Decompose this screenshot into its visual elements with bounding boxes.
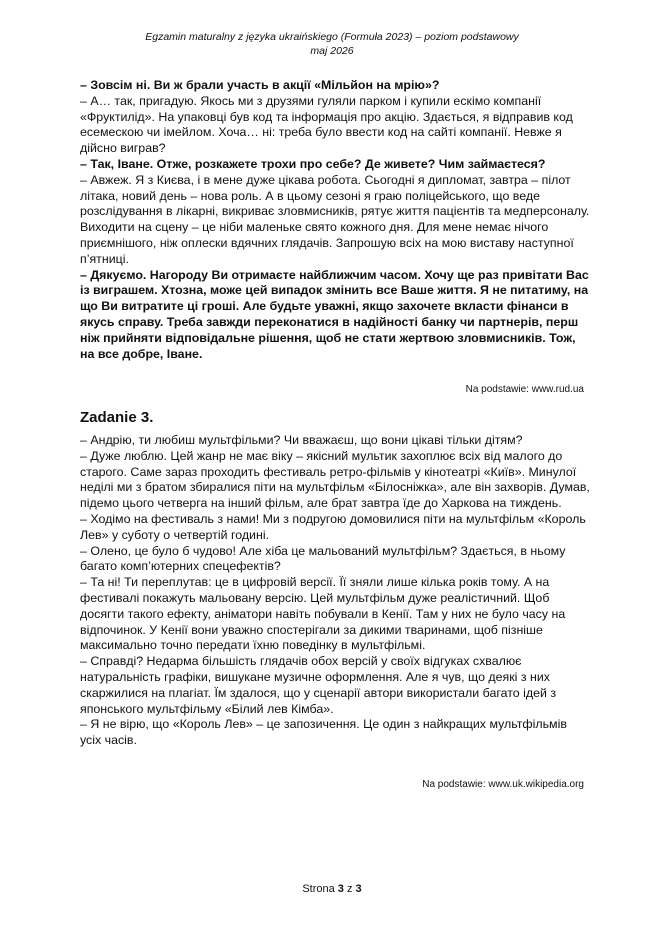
page-footer bbox=[0, 882, 664, 896]
page-header bbox=[0, 30, 664, 58]
header-date: maj 2026 bbox=[310, 45, 354, 57]
dialogue-line: – Так, Іване. Отже, розкажете трохи про себе? Де живете? Чим займаєтеся? bbox=[80, 156, 546, 171]
source-note-1: Na podstawie: www.rud.ua bbox=[465, 384, 584, 395]
footer-prefix: Strona bbox=[302, 883, 338, 895]
dialogue-section-2 bbox=[80, 433, 590, 749]
dialogue-line: – Авжеж. Я з Києва, і в мене дуже цікава робота. Сьогодні я дипломат, завтра – пілот літака, новий день – нова роль. А в цьому сезоні я граю поліцейського, що веде розслідування в лікарні, викриває зловмисників, рятує життя пацієнтів та медперсоналу. Виходити на сцену – це ніби маленьке свято кожного дня. Для мене немає нічого приємнішого, ніж оплески вдячних глядачів. Запрошую всіх на мою виставу наступної п’ятниці. bbox=[80, 172, 590, 266]
dialogue-line: – Я не вірю, що «Король Лев» – це запозичення. Це один з найкращих мультфільмів усіх часів. bbox=[80, 717, 567, 748]
dialogue-line: – Дуже люблю. Цей жанр не має віку – якісний мультик захоплює всіх від малого до старого. Саме зараз проходить фестиваль ретро-фільмів у кінотеатрі «Київ». Минулої неділі ми з братом збиралися піти на мультфільм «Білосніжка», але він захворів. Думав, підемо цього четверга на інший фільм, але брат завтра їде до Харкова на тиждень. bbox=[80, 448, 590, 511]
dialogue-line: – Зовсім ні. Ви ж брали участь в акції «Мільйон на мрію»? bbox=[80, 78, 440, 92]
task-title: Zadanie 3. bbox=[80, 409, 154, 426]
dialogue-line: – Ходімо на фестиваль з нами! Ми з подругою домовилися піти на мультфільм «Король Лев» у суботу о четвертій годині. bbox=[80, 511, 586, 542]
source-note-2: Na podstawie: www.uk.wikipedia.org bbox=[422, 779, 584, 790]
dialogue-line: – Андрію, ти любиш мультфільми? Чи вважаєш, що вони цікаві тільки дітям? bbox=[80, 433, 523, 447]
header-exam-title: Egzamin maturalny z języka ukraińskiego (Formuła 2023) – poziom podstawowy bbox=[145, 31, 519, 43]
footer-page-total: 3 bbox=[355, 883, 362, 895]
dialogue-line: – А… так, пригадую. Якось ми з друзями гуляли парком і купили ескімо компанії «Фруктилід». На упаковці був код та інформація про акцію. Здається, я відправив код есемескою чи імейлом. Хоча… ні: треба було ввести код на сайті компанії. Невже я дійсно виграв? bbox=[80, 93, 573, 156]
footer-page-number: 3 bbox=[337, 883, 344, 895]
dialogue-line: – Олено, це було б чудово! Але хіба це мальований мультфільм? Здається, в ньому багато комп’ютерних спецефектів? bbox=[80, 543, 566, 574]
dialogue-line: – Справді? Недарма більшість глядачів обох версій у своїх відгуках схвалює натуральність графіки, вишукане музичне оформлення. Але я чув, що деякі з них скаржилися на плагіат. Їм здалося, що у сценарії автори використали багато ідей з японського мультфільму «Білий лев Кімба». bbox=[80, 654, 557, 716]
dialogue-line: – Та ні! Ти переплутав: це в цифровій версії. Її зняли лише кілька років тому. А на фестивалі покажуть мальовану версію. Цей мультфільм дуже реалістичний. Щоб досягти такого ефекту, аніматори навіть побували в Кенії. Там у них не було часу на відпочинок. У Кенії вони уважно спостерігали за дикими тваринами, щоб пізніше максимально точно передати їхню поведінку в мультфільмі. bbox=[80, 575, 566, 653]
dialogue-section-1 bbox=[80, 78, 590, 362]
footer-middle: z bbox=[343, 883, 356, 895]
dialogue-line: – Дякуємо. Нагороду Ви отримаєте найближчим часом. Хочу ще раз привітати Вас із виграшем. Хтозна, може цей випадок змінить все Ваше життя. Я не питатиму, на що Ви витратите ці гроші. Але будьте уважні, якщо захочете вкласти фінанси в якусь справу. Треба завжди переконатися в надійності банку чи партнерів, перш ніж прийняти відповідальне рішення, щоб не стати жертвою зловмисників. Тож, на все добре, Іване. bbox=[80, 267, 589, 361]
